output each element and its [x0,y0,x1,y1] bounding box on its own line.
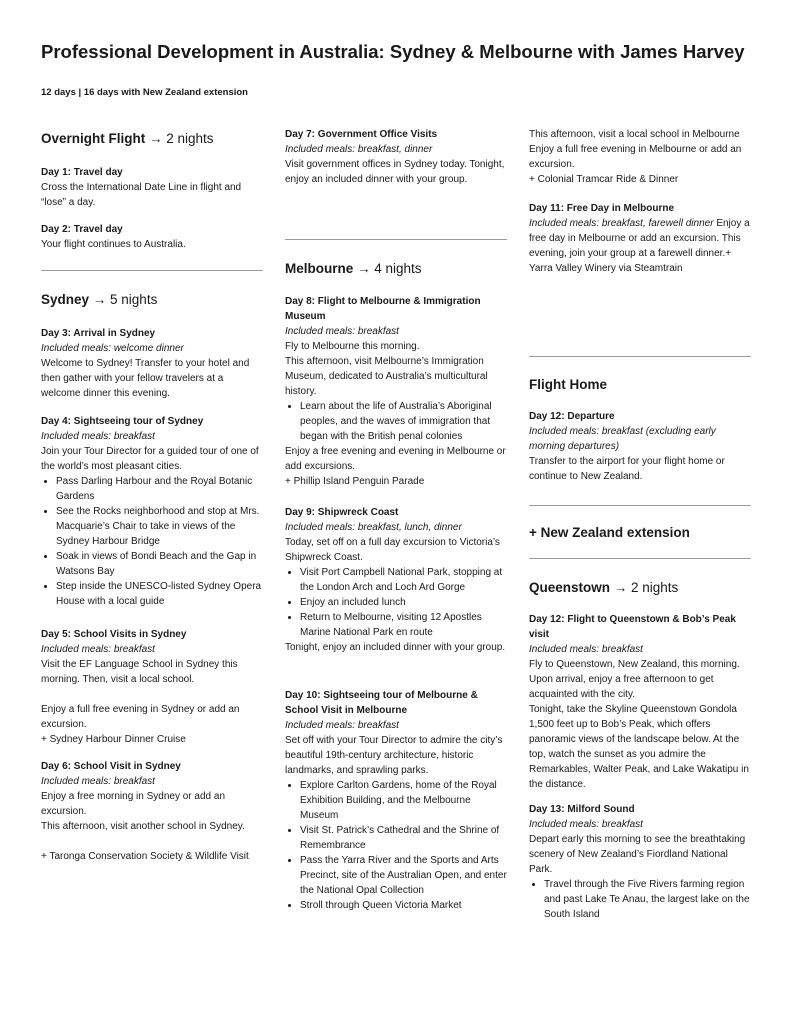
day-text: This afternoon, visit Melbourne’s Immigration Museum, dedicated to Australia’s multicultural history. [285,356,488,397]
day-title: Day 7: Government Office Visits [285,129,438,140]
day-text: Cross the International Date Line in flight and “lose” a day. [41,182,242,208]
list-item: • See the Rocks neighborhood and stop at Mrs. Macquarie’s Chair to take in views of the Sydney Harbour Bridge [56,504,263,549]
day-text: Enjoy a free day in Melbourne or add an excursion. This evening, join your group at a farewell dinner.+ Yarra Valley Winery via Steamtrain [529,218,750,274]
day-9 [285,505,507,655]
day-meals: Included meals: breakfast [41,644,155,655]
day-meals: Included meals: breakfast [41,776,155,787]
day-2 [41,222,263,252]
day-meals: Included meals: breakfast, dinner [285,144,433,155]
list-item: • Soak in views of Bondi Beach and the Gap in Watsons Bay [56,549,263,579]
day-meals: Included meals: welcome dinner [41,343,184,354]
day-text: Enjoy a full free evening in Sydney or add an excursion. [41,704,240,730]
day-text: Join your Tour Director for a guided tour of one of the world’s most pleasant cities. [41,446,259,472]
day-5 [41,627,263,747]
day-meals: Included meals: breakfast, lunch, dinner [285,522,462,533]
day-12 [529,409,751,484]
day-extra: + Taronga Conservation Society & Wildlife Visit [41,851,249,862]
list-item: • Visit Port Campbell National Park, stopping at the London Arch and Loch Ard Gorge [300,565,507,595]
day-text: Depart early this morning to see the breathtaking scenery of New Zealand’s Fiordland National Park. [529,834,746,875]
section-heading-queenstown: Queenstown → 2 nights [529,580,679,595]
day-10 [285,688,507,913]
day-title: Day 12: Flight to Queenstown & Bob’s Peak visit [529,614,736,640]
section-heading-overnight: Overnight Flight → 2 nights [41,131,214,146]
day-text: Tonight, enjoy an included dinner with your group. [285,642,506,653]
bullet-list [529,877,751,922]
list-item: • Stroll through Queen Victoria Market [300,898,507,913]
divider [529,356,751,357]
day-extra: + Sydney Harbour Dinner Cruise [41,734,186,745]
day-1 [41,165,263,210]
day-meals: Included meals: breakfast [41,431,155,442]
day-text: Fly to Queenstown, New Zealand, this morning. Upon arrival, enjoy a free afternoon to get acquainted with the city. [529,659,740,700]
page-subtitle: 12 days | 16 days with New Zealand extension [41,87,248,98]
day-text: Visit government offices in Sydney today. Tonight, enjoy an included dinner with your group. [285,159,505,185]
day-title: Day 3: Arrival in Sydney [41,328,156,339]
day-text: Fly to Melbourne this morning. [285,341,420,352]
day-text: Visit the EF Language School in Sydney this morning. Then, visit a local school. [41,659,238,685]
day-text: Enjoy a free morning in Sydney or add an excursion. [41,791,225,817]
day-title: Day 9: Shipwreck Coast [285,507,399,518]
day-8 [285,294,507,489]
page-title: Professional Development in Australia: Sydney & Melbourne with James Harvey [41,41,745,62]
day-meals: Included meals: breakfast (excluding early morning departures) [529,426,716,452]
bullet-list [285,778,507,913]
divider [285,239,507,240]
list-item: • Pass Darling Harbour and the Royal Botanic Gardens [56,474,263,504]
day-text: Today, set off on a full day excursion to Victoria’s Shipwreck Coast. [285,537,500,563]
list-item: • Return to Melbourne, visiting 12 Apostles Marine National Park en route [300,610,507,640]
day-13 [529,802,751,922]
list-item: • Explore Carlton Gardens, home of the Royal Exhibition Building, and the Melbourne Museum [300,778,507,823]
list-item: • Visit St. Patrick’s Cathedral and the Shrine of Remembrance [300,823,507,853]
day-6 [41,759,263,864]
day-12-queenstown [529,612,751,792]
bullet-list [41,474,263,609]
day-title: Day 2: Travel day [41,224,123,235]
day-title: Day 8: Flight to Melbourne & Immigration Museum [285,296,481,322]
day-title: Day 11: Free Day in Melbourne [529,203,675,214]
section-heading-nz-extension: + New Zealand extension [529,525,690,540]
day-text: Set off with your Tour Director to admire the city’s beautiful 19th-century architecture, historic landmarks, and sprawling parks. [285,735,503,776]
list-item: • Step inside the UNESCO-listed Sydney Opera House with a local guide [56,579,263,609]
day-meals: Included meals: breakfast [529,644,643,655]
day-text: Your flight continues to Australia. [41,239,186,250]
list-item: • Travel through the Five Rivers farming region and past Lake Te Anau, the largest lake on the South Island [544,877,751,922]
day-title: Day 6: School Visit in Sydney [41,761,181,772]
day-meals: Included meals: breakfast [285,326,399,337]
day-extra: + Colonial Tramcar Ride & Dinner [529,174,679,185]
day-text: This afternoon, visit a local school in Melbourne Enjoy a full free evening in Melbourne or add an excursion. [529,129,742,170]
section-heading-sydney: Sydney → 5 nights [41,292,158,307]
list-item: • Enjoy an included lunch [300,595,507,610]
divider [529,505,751,506]
day-title: Day 5: School Visits in Sydney [41,629,187,640]
day-meals: Included meals: breakfast [285,720,399,731]
day-title: Day 12: Departure [529,411,615,422]
day-extra: + Phillip Island Penguin Parade [285,476,425,487]
day-4 [41,414,263,609]
day-text: Enjoy a free evening and evening in Melbourne or add excursions. [285,446,506,472]
day-text: Welcome to Sydney! Transfer to your hotel and then gather with your fellow travelers at a welcome dinner this evening. [41,358,250,399]
day-11 [529,201,751,276]
day-text: Transfer to the airport for your flight home or continue to New Zealand. [529,456,725,482]
day-text: Tonight, take the Skyline Queenstown Gondola 1,500 feet up to Bob’s Peak, which offers panoramic views of the landscape below. At the top, watch the sunset as you admire the Remarkables, Walter Peak, and Lake Wakatipu in the distance. [529,704,749,790]
day-title: Day 13: Milford Sound [529,804,635,815]
day-title: Day 10: Sightseeing tour of Melbourne & School Visit in Melbourne [285,690,478,716]
day-meals: Included meals: breakfast [529,819,643,830]
list-item: • Learn about the life of Australia’s Aboriginal peoples, and the waves of immigration that began with the British penal colonies [300,399,507,444]
divider [529,558,751,559]
day-title: Day 4: Sightseeing tour of Sydney [41,416,204,427]
day-10-continued [529,127,751,187]
day-title: Day 1: Travel day [41,167,123,178]
bullet-list [285,399,507,444]
list-item: • Pass the Yarra River and the Sports and Arts Precinct, site of the Australian Open, and enter the National Opal Collection [300,853,507,898]
day-7 [285,127,507,187]
divider [41,270,263,271]
day-meals: Included meals: breakfast, farewell dinner [529,218,714,229]
section-heading-flight-home: Flight Home [529,377,607,392]
bullet-list [285,565,507,640]
day-3 [41,326,263,401]
section-heading-melbourne: Melbourne → 4 nights [285,261,422,276]
day-text: This afternoon, visit another school in Sydney. [41,821,245,832]
